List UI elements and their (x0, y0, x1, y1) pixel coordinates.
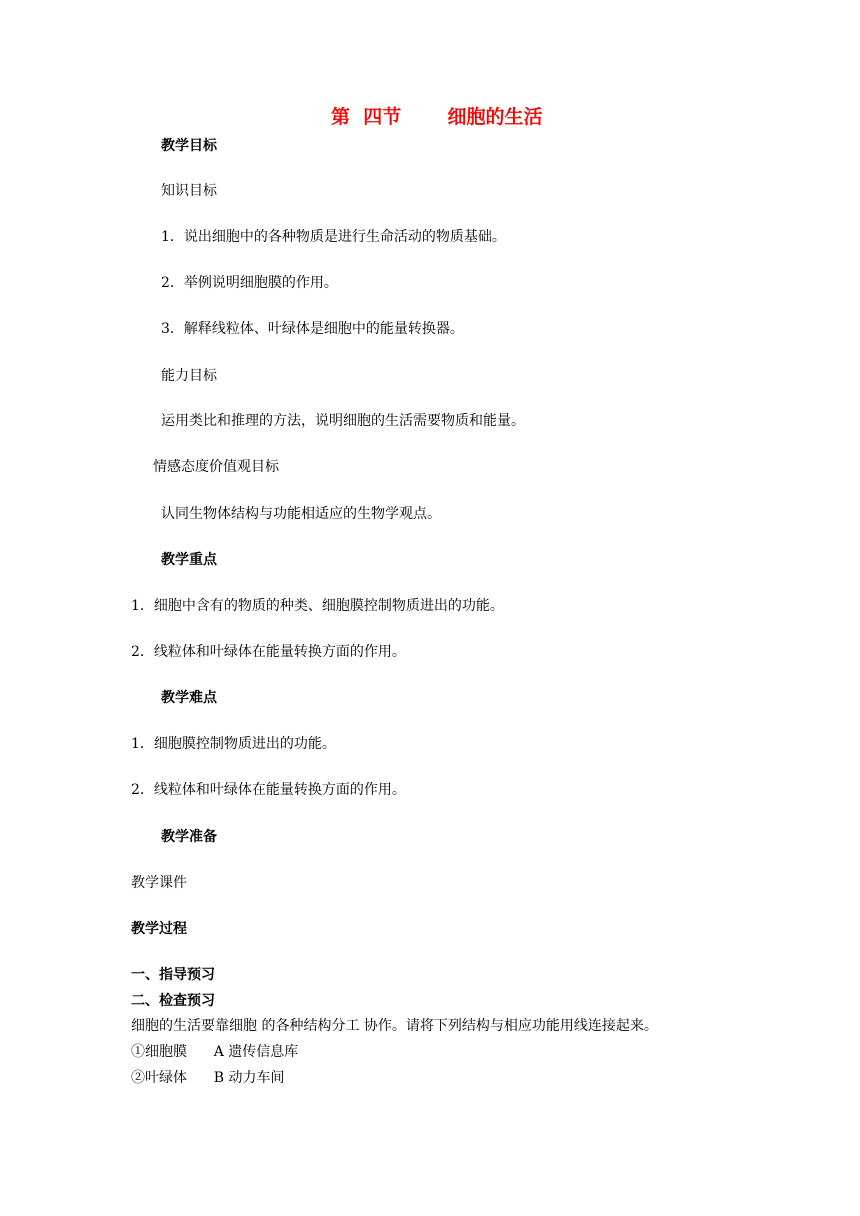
key-point-item-1: 1．细胞中含有的物质的种类、细胞膜控制物质进出的功能。 (131, 598, 504, 614)
difficulty-item-2: 2．线粒体和叶绿体在能量转换方面的作用。 (131, 782, 406, 798)
preparation-text: 教学课件 (131, 875, 187, 891)
section-heading-preparation: 教学准备 (161, 829, 217, 845)
section-heading-difficulties: 教学难点 (161, 690, 217, 706)
subheading-attitude-goals: 情感态度价值观目标 (153, 459, 279, 475)
knowledge-goal-item-2: 2．举例说明细胞膜的作用。 (161, 275, 338, 291)
difficulty-item-1: 1．细胞膜控制物质进出的功能。 (131, 736, 336, 752)
section-heading-process: 教学过程 (131, 921, 187, 937)
matching-row-1: ①细胞膜 A 遗传信息库 (131, 1044, 299, 1060)
matching-row-2: ②叶绿体 B 动力车间 (131, 1070, 285, 1086)
matching-instruction: 细胞的生活要靠细胞 的各种结构分工 协作。请将下列结构与相应功能用线连接起来。 (131, 1018, 658, 1034)
subheading-ability-goals: 能力目标 (161, 368, 217, 384)
subheading-knowledge-goals: 知识目标 (161, 183, 217, 199)
section-heading-teaching-goals: 教学目标 (161, 138, 217, 154)
process-step-2: 二、检查预习 (131, 993, 215, 1009)
page-title: 第 四节 细胞的生活 (331, 106, 543, 128)
section-heading-key-points: 教学重点 (161, 552, 217, 568)
ability-goal-text: 运用类比和推理的方法，说明细胞的生活需要物质和能量。 (161, 413, 525, 429)
knowledge-goal-item-1: 1．说出细胞中的各种物质是进行生命活动的物质基础。 (161, 229, 506, 245)
knowledge-goal-item-3: 3．解释线粒体、叶绿体是细胞中的能量转换器。 (161, 321, 464, 337)
attitude-goal-text: 认同生物体结构与功能相适应的生物学观点。 (161, 506, 441, 522)
key-point-item-2: 2．线粒体和叶绿体在能量转换方面的作用。 (131, 644, 406, 660)
process-step-1: 一、指导预习 (131, 967, 215, 983)
